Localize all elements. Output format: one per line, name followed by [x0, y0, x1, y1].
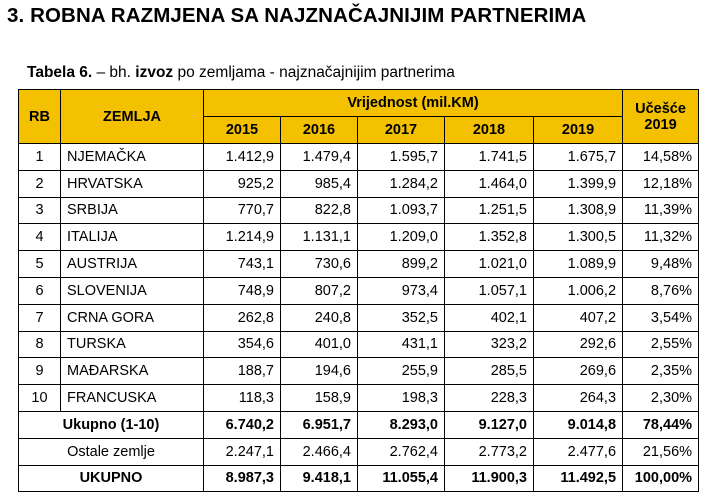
table-row	[19, 385, 699, 412]
cell-value: 194,6	[281, 358, 358, 385]
cell-value: 188,7	[204, 358, 281, 385]
cell-ucesce: 2,30%	[623, 385, 699, 412]
cell-value: 822,8	[281, 197, 358, 224]
cell-label: Ukupno (1-10)	[19, 411, 204, 438]
cell-value: 1.209,0	[358, 224, 445, 251]
cell-value: 1.131,1	[281, 224, 358, 251]
cell-ucesce: 11,39%	[623, 197, 699, 224]
header-year: 2016	[281, 117, 358, 144]
cell-value: 1.352,8	[445, 224, 534, 251]
cell-value: 2.773,2	[445, 438, 534, 465]
cell-value: 1.479,4	[281, 144, 358, 171]
cell-value: 1.741,5	[445, 144, 534, 171]
cell-ucesce: 9,48%	[623, 251, 699, 278]
table-row	[19, 304, 699, 331]
cell-ucesce: 8,76%	[623, 277, 699, 304]
cell-value: 352,5	[358, 304, 445, 331]
cell-value: 8.987,3	[204, 465, 281, 492]
header-rb: RB	[19, 90, 61, 144]
cell-zemlja: SLOVENIJA	[61, 277, 204, 304]
caption-rest: po zemljama - najznačajnijim partnerima	[173, 64, 455, 81]
header-zemlja: ZEMLJA	[61, 90, 204, 144]
cell-value: 1.006,2	[534, 277, 623, 304]
cell-value: 2.477,6	[534, 438, 623, 465]
cell-ucesce: 2,55%	[623, 331, 699, 358]
cell-ucesce: 100,00%	[623, 465, 699, 492]
cell-value: 158,9	[281, 385, 358, 412]
cell-value: 1.595,7	[358, 144, 445, 171]
cell-ucesce: 12,18%	[623, 170, 699, 197]
cell-value: 269,6	[534, 358, 623, 385]
cell-rb: 8	[19, 331, 61, 358]
header-year: 2019	[534, 117, 623, 144]
cell-value: 6.951,7	[281, 411, 358, 438]
cell-zemlja: FRANCUSKA	[61, 385, 204, 412]
cell-zemlja: ITALIJA	[61, 224, 204, 251]
cell-value: 6.740,2	[204, 411, 281, 438]
cell-value: 240,8	[281, 304, 358, 331]
cell-rb: 2	[19, 170, 61, 197]
cell-value: 1.021,0	[445, 251, 534, 278]
cell-value: 1.057,1	[445, 277, 534, 304]
cell-zemlja: SRBIJA	[61, 197, 204, 224]
cell-value: 285,5	[445, 358, 534, 385]
cell-value: 11.055,4	[358, 465, 445, 492]
cell-rb: 10	[19, 385, 61, 412]
caption-bold-word: izvoz	[135, 64, 174, 81]
cell-rb: 7	[19, 304, 61, 331]
cell-zemlja: NJEMAČKA	[61, 144, 204, 171]
cell-label: UKUPNO	[19, 465, 204, 492]
cell-value: 354,6	[204, 331, 281, 358]
cell-value: 1.284,2	[358, 170, 445, 197]
cell-ucesce: 78,44%	[623, 411, 699, 438]
cell-zemlja: CRNA GORA	[61, 304, 204, 331]
table-row	[19, 277, 699, 304]
cell-value: 743,1	[204, 251, 281, 278]
cell-value: 2.247,1	[204, 438, 281, 465]
header-ucesce-line2: 2019	[644, 116, 677, 133]
cell-rb: 9	[19, 358, 61, 385]
cell-ucesce: 11,32%	[623, 224, 699, 251]
export-table	[18, 89, 699, 492]
header-year: 2015	[204, 117, 281, 144]
cell-value: 11.900,3	[445, 465, 534, 492]
cell-value: 292,6	[534, 331, 623, 358]
table-row	[19, 251, 699, 278]
cell-value: 1.675,7	[534, 144, 623, 171]
cell-value: 401,0	[281, 331, 358, 358]
cell-value: 973,4	[358, 277, 445, 304]
cell-value: 925,2	[204, 170, 281, 197]
cell-rb: 5	[19, 251, 61, 278]
cell-value: 899,2	[358, 251, 445, 278]
cell-value: 402,1	[445, 304, 534, 331]
cell-zemlja: TURSKA	[61, 331, 204, 358]
cell-value: 1.089,9	[534, 251, 623, 278]
cell-value: 730,6	[281, 251, 358, 278]
cell-value: 198,3	[358, 385, 445, 412]
table-caption	[27, 64, 455, 82]
cell-value: 748,9	[204, 277, 281, 304]
table-row	[19, 331, 699, 358]
cell-value: 1.300,5	[534, 224, 623, 251]
header-year: 2017	[358, 117, 445, 144]
row-ukupno	[19, 465, 699, 492]
cell-value: 770,7	[204, 197, 281, 224]
cell-value: 1.251,5	[445, 197, 534, 224]
cell-rb: 4	[19, 224, 61, 251]
cell-value: 1.412,9	[204, 144, 281, 171]
cell-rb: 6	[19, 277, 61, 304]
row-ostale-zemlje	[19, 438, 699, 465]
cell-zemlja: AUSTRIJA	[61, 251, 204, 278]
cell-value: 8.293,0	[358, 411, 445, 438]
cell-zemlja: MAĐARSKA	[61, 358, 204, 385]
cell-value: 985,4	[281, 170, 358, 197]
cell-ucesce: 2,35%	[623, 358, 699, 385]
cell-value: 255,9	[358, 358, 445, 385]
cell-value: 1.093,7	[358, 197, 445, 224]
cell-value: 118,3	[204, 385, 281, 412]
table-row	[19, 224, 699, 251]
caption-label: Tabela 6.	[27, 64, 93, 81]
cell-label: Ostale zemlje	[19, 438, 204, 465]
row-ukupno-1-10	[19, 411, 699, 438]
cell-value: 9.127,0	[445, 411, 534, 438]
table-row	[19, 358, 699, 385]
cell-value: 1.399,9	[534, 170, 623, 197]
cell-value: 1.214,9	[204, 224, 281, 251]
section-heading: 3. ROBNA RAZMJENA SA NAJZNAČAJNIJIM PARTNERIMA	[7, 4, 587, 27]
cell-ucesce: 3,54%	[623, 304, 699, 331]
cell-zemlja: HRVATSKA	[61, 170, 204, 197]
cell-value: 11.492,5	[534, 465, 623, 492]
header-ucesce	[623, 90, 699, 144]
cell-value: 262,8	[204, 304, 281, 331]
cell-value: 807,2	[281, 277, 358, 304]
cell-ucesce: 14,58%	[623, 144, 699, 171]
header-vrijednost: Vrijednost (mil.KM)	[204, 90, 623, 117]
cell-value: 228,3	[445, 385, 534, 412]
caption-dash: – bh.	[92, 64, 136, 81]
cell-value: 9.418,1	[281, 465, 358, 492]
cell-ucesce: 21,56%	[623, 438, 699, 465]
cell-value: 1.464,0	[445, 170, 534, 197]
cell-value: 407,2	[534, 304, 623, 331]
table-row	[19, 170, 699, 197]
cell-value: 9.014,8	[534, 411, 623, 438]
header-year: 2018	[445, 117, 534, 144]
cell-rb: 3	[19, 197, 61, 224]
table-row	[19, 197, 699, 224]
cell-value: 323,2	[445, 331, 534, 358]
cell-rb: 1	[19, 144, 61, 171]
cell-value: 431,1	[358, 331, 445, 358]
cell-value: 264,3	[534, 385, 623, 412]
cell-value: 2.762,4	[358, 438, 445, 465]
table-row	[19, 144, 699, 171]
cell-value: 2.466,4	[281, 438, 358, 465]
cell-value: 1.308,9	[534, 197, 623, 224]
header-ucesce-line1: Učešće	[635, 100, 686, 117]
